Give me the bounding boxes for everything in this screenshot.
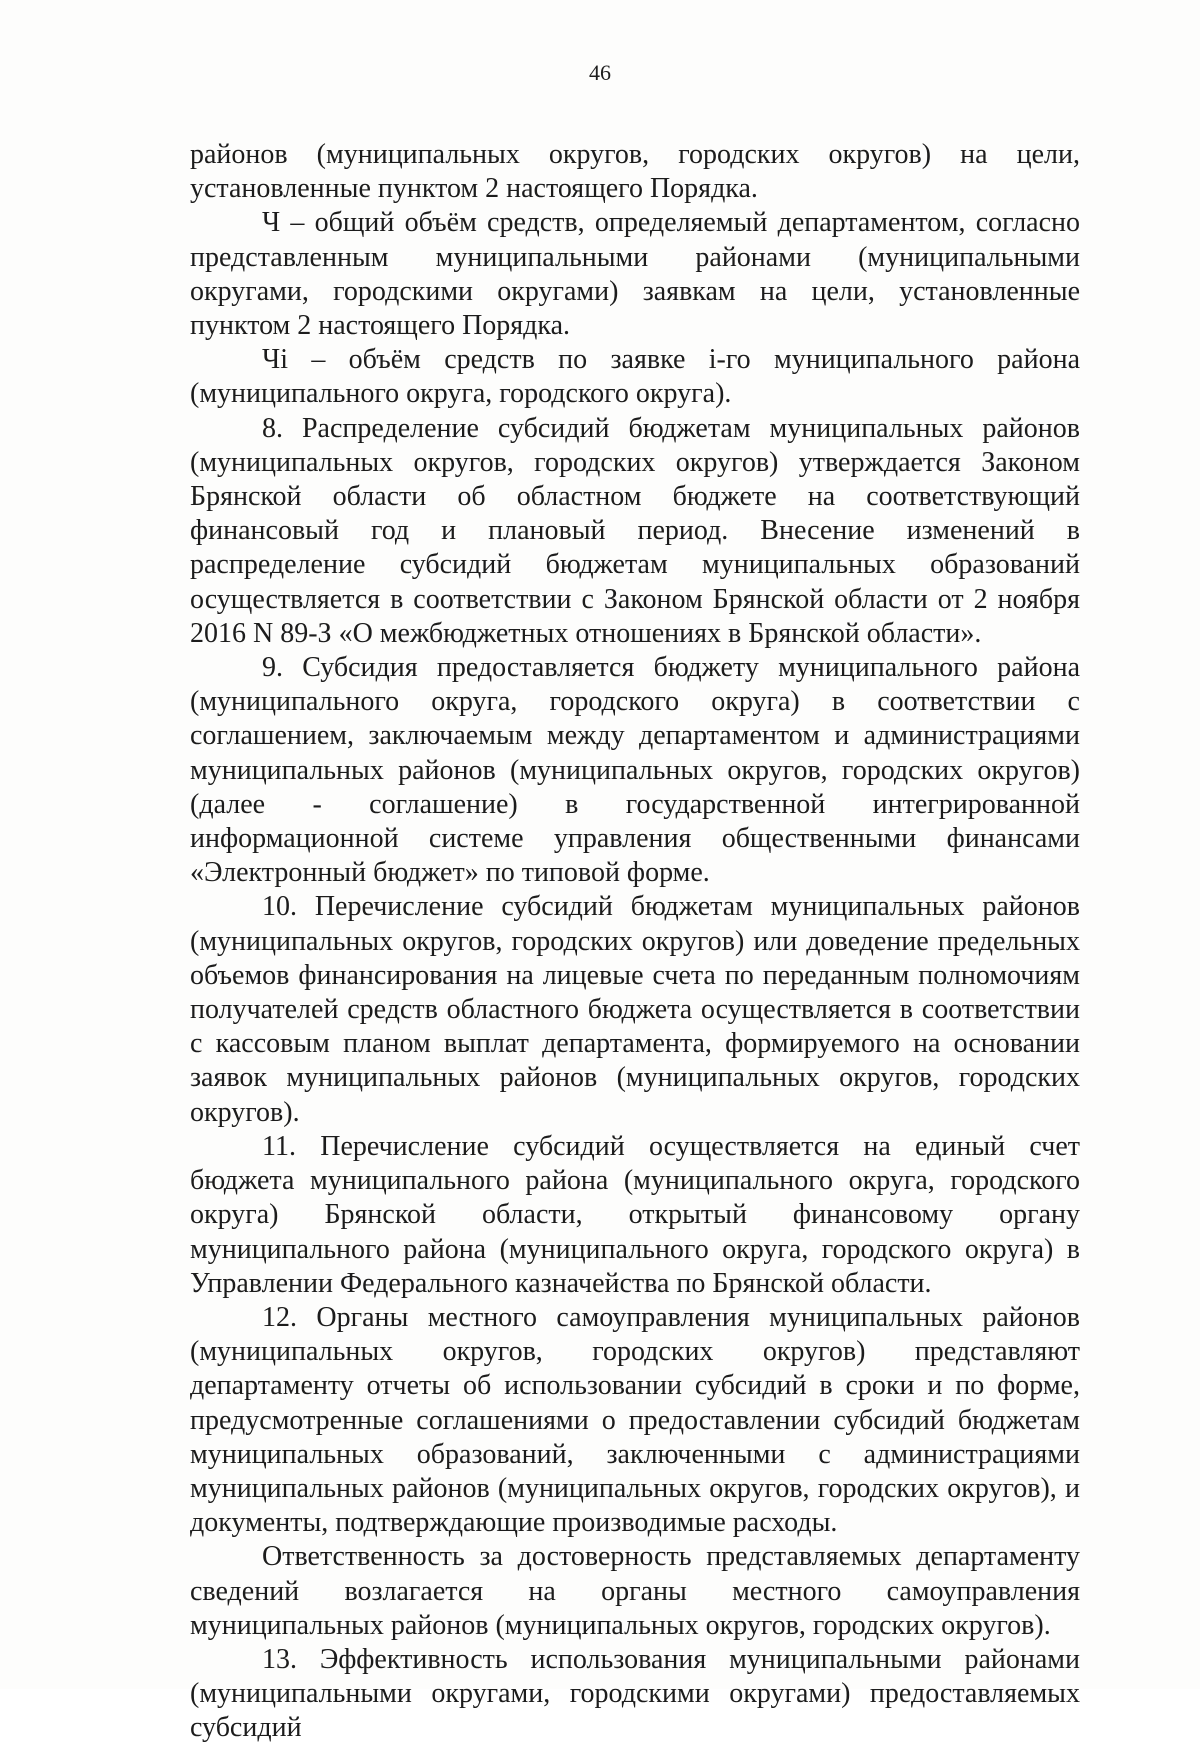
paragraph-3: Чi – объём средств по заявке i-го муниципального района (муниципального округа, городского округа).: [190, 344, 1080, 410]
document-body: [190, 138, 1080, 1746]
paragraph-2: Ч – общий объём средств, определяемый департаментом, согласно представленным муниципальными районами (муниципальными округами, городскими округами) заявкам на цели, установленные пунктом 2 настоящего Порядка.: [190, 207, 1080, 342]
paragraph-5: 9. Субсидия предоставляется бюджету муниципального района (муниципального округа, городского округа) в соответствии с соглашением, заключаемым между департаментом и администрациями муниципальных районов (муниципальных округов, городских округов) (далее - соглашение) в государственной интегрированной информационной системе управления общественными финансами «Электронный бюджет» по типовой форме.: [190, 652, 1080, 889]
paragraph-7: 11. Перечисление субсидий осуществляется на единый счет бюджета муниципального района (муниципального округа, городского округа) Брянской области, открытый финансовому органу муниципального района (муниципального округа, городского округа) в Управлении Федерального казначейства по Брянской области.: [190, 1130, 1080, 1299]
paragraph-9: Ответственность за достоверность представляемых департаменту сведений возлагается на органы местного самоуправления муниципальных районов (муниципальных округов, городских округов).: [190, 1541, 1080, 1641]
paragraph-10: 13. Эффективность использования муниципальными районами (муниципальными округами, городскими округами) предоставляемых субсидий: [190, 1643, 1080, 1744]
paragraph-1: районов (муниципальных округов, городских округов) на цели, установленные пунктом 2 настоящего Порядка.: [190, 139, 1080, 205]
paragraph-8: 12. Органы местного самоуправления муниципальных районов (муниципальных округов, городских округов) представляют департаменту отчеты об использовании субсидий в сроки и по форме, предусмотренные соглашениями о предоставлении субсидий бюджетам муниципальных образований, заключенными с администрациями муниципальных районов (муниципальных округов, городских округов), и документы, подтверждающие производимые расходы.: [190, 1301, 1080, 1539]
page-number: 46: [589, 60, 611, 85]
paragraph-4: 8. Распределение субсидий бюджетам муниципальных районов (муниципальных округов, городских округов) утверждается Законом Брянской области об областном бюджете на соответствующий финансовый год и плановый период. Внесение изменений в распределение субсидий бюджетам муниципальных образований осуществляется в соответствии с Законом Брянской области от 2 ноября 2016 N 89-З «О межбюджетных отношениях в Брянской области».: [190, 412, 1080, 649]
paragraph-6: 10. Перечисление субсидий бюджетам муниципальных районов (муниципальных округов, городских округов) или доведение предельных объемов финансирования на лицевые счета по переданным полномочиям получателей средств областного бюджета осуществляется в соответствии с кассовым планом выплат департамента, формируемого на основании заявок муниципальных районов (муниципальных округов, городских округов).: [190, 891, 1080, 1128]
